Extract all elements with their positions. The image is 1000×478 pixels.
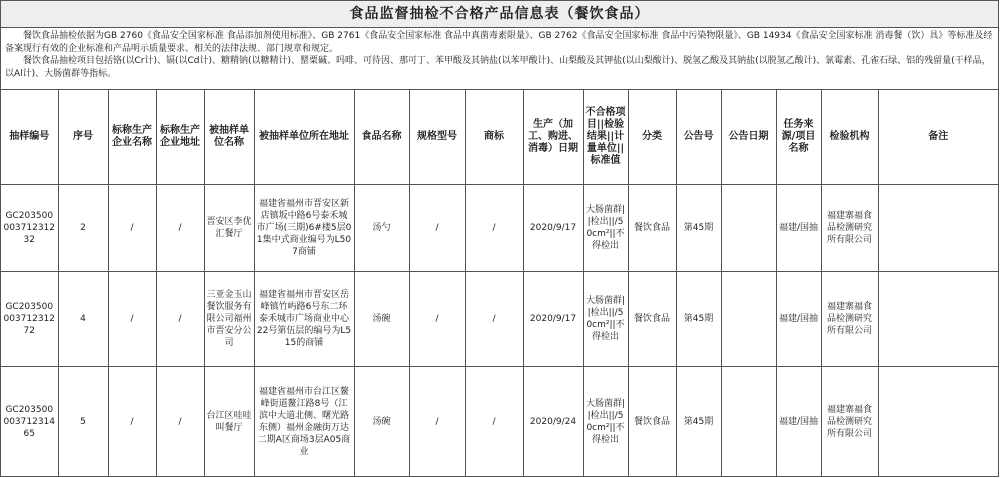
cell-seq: 5 <box>58 367 108 478</box>
cell-notice-date <box>721 185 776 272</box>
cell-brand: / <box>465 185 523 272</box>
col-header-food: 食品名称 <box>354 90 409 185</box>
cell-lab: 福建寨福食品检测研究所有限公司 <box>821 367 878 478</box>
cell-lab: 福建寨福食品检测研究所有限公司 <box>821 272 878 367</box>
col-header-brand: 商标 <box>465 90 523 185</box>
cell-category: 餐饮食品 <box>628 185 676 272</box>
cell-unit-name: 晋安区李优汇餐厅 <box>204 185 254 272</box>
col-header-category: 分类 <box>628 90 676 185</box>
col-header-sample-code: 抽样编号 <box>1 90 58 185</box>
cell-remark <box>878 185 998 272</box>
cell-lab: 福建寨福食品检测研究所有限公司 <box>821 185 878 272</box>
cell-seq: 2 <box>58 185 108 272</box>
col-header-mfr-name: 标称生产企业名称 <box>108 90 156 185</box>
cell-mfr-addr: / <box>156 272 204 367</box>
table-row <box>1 367 998 478</box>
cell-unit-addr: 福建省福州市台江区鳌峰街道鳌江路8号（江滨中大道北侧、曙光路东侧）福州金融街万达二期A区商场3层A05商业 <box>254 367 354 478</box>
col-header-notice-date: 公告日期 <box>721 90 776 185</box>
table-row <box>1 185 998 272</box>
note-items: 餐饮食品抽检项目包括铬(以Cr计)、镉(以Cd计)、糖精钠(以糖精计)、罂粟碱、吗啡、可待因、那可丁、苯甲酸及其钠盐(以苯甲酸计)、山梨酸及其钾盐(以山梨酸计)、脱氢乙酸及其钠盐(以脱氢乙酸计)、氯霉素、孔雀石绿、铝的残留量(干样品，以Al计)、大肠菌群等指标。 <box>5 56 991 79</box>
cell-unit-addr: 福建省福州市晋安区新店镇坂中路6号泰禾城市广场(三期)6#楼5层01集中式商业编号为L507商铺 <box>254 185 354 272</box>
cell-item: 大肠菌群||检出||/50cm²||不得检出 <box>583 367 628 478</box>
cell-date: 2020/9/17 <box>523 272 583 367</box>
cell-category: 餐饮食品 <box>628 367 676 478</box>
cell-spec: / <box>409 272 465 367</box>
cell-sample-code: GC20350000371231272 <box>1 272 58 367</box>
cell-remark <box>878 367 998 478</box>
cell-source: 福建/国抽 <box>776 272 821 367</box>
cell-mfr-addr: / <box>156 185 204 272</box>
cell-date: 2020/9/17 <box>523 185 583 272</box>
cell-item: 大肠菌群||检出||/50cm²||不得检出 <box>583 272 628 367</box>
col-header-item: 不合格项目||检验结果||计量单位||标准值 <box>583 90 628 185</box>
cell-unit-name: 台江区哇哇叫餐厅 <box>204 367 254 478</box>
cell-notice-no: 第45期 <box>676 272 721 367</box>
col-header-remark: 备注 <box>878 90 998 185</box>
col-header-unit-name: 被抽样单位名称 <box>204 90 254 185</box>
results-table <box>1 90 998 477</box>
cell-notice-no: 第45期 <box>676 185 721 272</box>
cell-item: 大肠菌群||检出||/50cm²||不得检出 <box>583 185 628 272</box>
col-header-source: 任务来源/项目名称 <box>776 90 821 185</box>
table-header-row <box>1 90 998 185</box>
cell-unit-name: 三亚金玉山餐饮服务有限公司福州市晋安分公司 <box>204 272 254 367</box>
col-header-lab: 检验机构 <box>821 90 878 185</box>
cell-category: 餐饮食品 <box>628 272 676 367</box>
cell-seq: 4 <box>58 272 108 367</box>
cell-sample-code: GC20350000371231232 <box>1 185 58 272</box>
cell-date: 2020/9/24 <box>523 367 583 478</box>
cell-notice-no: 第45期 <box>676 367 721 478</box>
cell-food: 汤碗 <box>354 367 409 478</box>
col-header-mfr-addr: 标称生产企业地址 <box>156 90 204 185</box>
sheet-title: 食品监督抽检不合格产品信息表（餐饮食品） <box>1 1 998 28</box>
col-header-unit-addr: 被抽样单位所在地址 <box>254 90 354 185</box>
cell-mfr-name: / <box>108 272 156 367</box>
cell-unit-addr: 福建省福州市晋安区岳峰镇竹屿路6号东二环泰禾城市广场商业中心22号第伍层的编号为L515的商铺 <box>254 272 354 367</box>
cell-spec: / <box>409 185 465 272</box>
cell-mfr-name: / <box>108 185 156 272</box>
cell-brand: / <box>465 272 523 367</box>
cell-spec: / <box>409 367 465 478</box>
notes-block <box>1 28 998 90</box>
col-header-spec: 规格型号 <box>409 90 465 185</box>
cell-notice-date <box>721 367 776 478</box>
cell-source: 福建/国抽 <box>776 367 821 478</box>
cell-notice-date <box>721 272 776 367</box>
note-standards: 餐饮食品抽检依据为GB 2760《食品安全国家标准 食品添加剂使用标准》、GB 2761《食品安全国家标准 食品中真菌毒素限量》、GB 2762《食品安全国家标准 食品中污染物限量》、GB 14934《食品安全国家标准 消毒餐（饮）具》等标准及经备案现行有效的企业标准和产品明示质量要求、相关的法律法规、部门规章和规定。 <box>5 31 993 54</box>
cell-remark <box>878 272 998 367</box>
cell-food: 汤碗 <box>354 272 409 367</box>
cell-brand: / <box>465 367 523 478</box>
cell-food: 汤勺 <box>354 185 409 272</box>
col-header-notice-no: 公告号 <box>676 90 721 185</box>
cell-mfr-name: / <box>108 367 156 478</box>
table-row <box>1 272 998 367</box>
col-header-date: 生产（加工、购进、消毒）日期 <box>523 90 583 185</box>
cell-mfr-addr: / <box>156 367 204 478</box>
col-header-seq: 序号 <box>58 90 108 185</box>
cell-sample-code: GC20350000371231465 <box>1 367 58 478</box>
cell-source: 福建/国抽 <box>776 185 821 272</box>
